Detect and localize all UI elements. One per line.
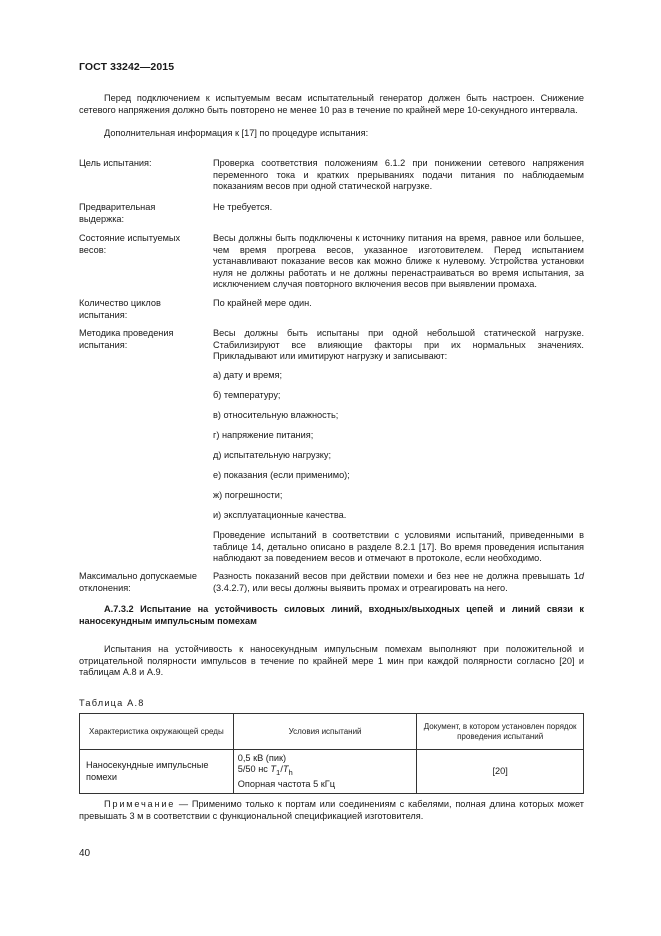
table-note <box>79 799 584 822</box>
note-label: Примечание <box>104 799 176 809</box>
condition-value: Весы должны быть подключены к источнику питания на время, равное или большее, чем время прогрева весов, указанное изготовителем. Перед испытанием устанавливают показание весов как можно ближе к нулевому. Устройства установки нуля не должны работать и не должны перенастраиваться во время испытания, за исключением случая повторного включения весов при выявлении промаха. <box>213 233 584 290</box>
cycles-label: Количество циклов испытания: <box>79 298 161 320</box>
table-header-row <box>80 714 584 750</box>
intro-paragraph: Перед подключением к испытуемым весам испытательный генератор должен быть настроен. Снижение сетевого напряжения должно быть повторено не менее 10 раз в течение по крайней мере 10-секундного интервала. <box>79 93 584 115</box>
header-conditions: Условия испытаний <box>233 714 417 750</box>
method-item-performance: и) эксплуатационные качества. <box>213 510 347 520</box>
method-item-voltage: г) напряжение питания; <box>213 430 314 440</box>
intro-additional-info: Дополнительная информация к [17] по процедуре испытания: <box>104 128 369 138</box>
method-value: Весы должны быть испытаны при одной небольшой статической нагрузке. Стабилизируют все влияющие факторы при их нормальных значениях. Прикладывают или имитируют нагрузку и записывают: <box>213 328 584 362</box>
subscript-h: h <box>288 768 293 778</box>
cycles-value: По крайней мере один. <box>213 298 312 308</box>
max-deviation-text-b: (3.4.2.7), или весы должны выявить промах и отреагировать на него. <box>213 582 508 593</box>
precondition-value: Не требуется. <box>213 202 273 212</box>
condition-line-3: Опорная частота 5 кГц <box>237 778 336 789</box>
method-item-temperature: б) температуру; <box>213 390 281 400</box>
condition-line-2-prefix: 5/50 нс <box>237 764 271 775</box>
page-number: 40 <box>79 848 91 859</box>
header-characteristic: Характеристика окружающей среды <box>80 714 234 750</box>
cell-document: [20] <box>417 750 584 794</box>
symbol-t1: T <box>270 764 277 775</box>
note-text: — Применимо только к портам или соединениям с кабелями, полная длина которых может превышать 3 м в соответствии с функциональной спецификацией изготовителя. <box>79 799 584 821</box>
precondition-label: Предварительная выдержка: <box>79 202 156 224</box>
method-item-errors: ж) погрешности; <box>213 490 283 500</box>
condition-line-1: 0,5 кВ (пик) <box>237 752 287 763</box>
section-heading: А.7.3.2 Испытание на устойчивость силовых линий, входных/выходных цепей и линий связи к наносекундным импульсным помехам <box>79 604 584 626</box>
purpose-value: Проверка соответствия положениям 6.1.2 при понижении сетевого напряжения переменного тока и кратких прерываниях подачи питания по наблюдаемым показаниям весов при одной статической нагрузке. <box>213 158 584 192</box>
header-document: Документ, в котором установлен порядок проведения испытаний <box>417 714 584 750</box>
max-deviation-value <box>213 571 584 594</box>
method-conclusion: Проведение испытаний в соответствии с условиями испытаний, приведенными в таблице 14, детально описано в разделе 8.2.1 [17]. Во время проведения испытания наблюдают за поведением весов и отмечают в протоколе, если необходимо. <box>213 530 584 564</box>
section-body: Испытания на устойчивость к наносекундным импульсным помехам выполняют при положительной и отрицательной полярности импульсов в течение по крайней мере 1 мин при каждой полярности согласно [20] и таблицам А.8 и А.9. <box>79 644 584 678</box>
condition-line-2 <box>238 764 414 778</box>
standard-header: ГОСТ 33242—2015 <box>79 61 175 73</box>
cell-characteristic: Наносекундные импульсные помехи <box>80 750 234 794</box>
method-item-date: а) дату и время; <box>213 370 283 380</box>
cell-conditions <box>233 750 417 794</box>
subscript-1: 1 <box>276 768 281 778</box>
symbol-th: T <box>282 764 289 775</box>
method-item-humidity: в) относительную влажность; <box>213 410 339 420</box>
method-label: Методика проведения испытания: <box>79 328 174 350</box>
condition-label: Состояние испытуемых весов: <box>79 233 181 255</box>
test-table <box>79 713 584 794</box>
method-item-load: д) испытательную нагрузку; <box>213 450 332 460</box>
table-caption: Таблица А.8 <box>79 698 145 708</box>
table-row <box>80 750 584 794</box>
max-deviation-text-a: Разность показаний весов при действии помехи и без нее не должна превышать 1 <box>213 571 579 581</box>
method-item-readings: е) показания (если применимо); <box>213 470 350 480</box>
max-deviation-label: Максимально допускаемые отклонения: <box>79 571 198 593</box>
purpose-label: Цель испытания: <box>79 158 152 168</box>
max-deviation-d-symbol: d <box>578 571 584 581</box>
slash: / <box>280 764 283 775</box>
